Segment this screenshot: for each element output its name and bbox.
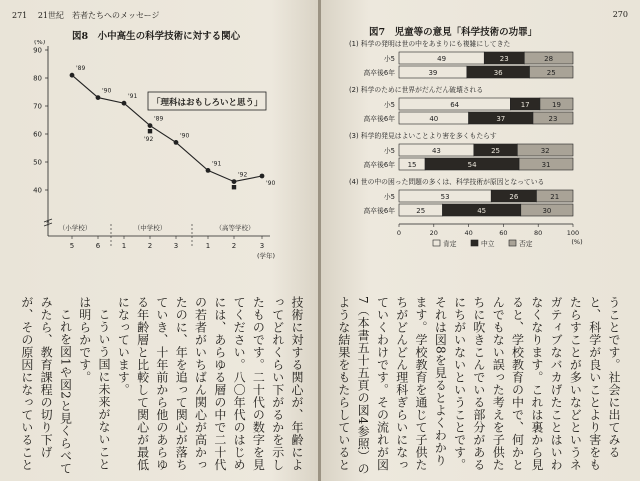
figure8-data-point (232, 179, 237, 184)
figure8-data-point (122, 101, 127, 106)
figure7-bar-value: 37 (496, 115, 506, 123)
figure8-title: 図8 小中高生の科学技術に対する関心 (72, 31, 241, 42)
figure8-stage-label: （小学校） (58, 224, 92, 232)
figure7-x-tick-label: 40 (464, 229, 473, 237)
figure8-y-unit: (%) (34, 40, 46, 46)
running-head: 21世紀 若者たちへのメッセージ (37, 11, 160, 20)
figure7-x-tick-label: 100 (566, 229, 580, 237)
figure8-y-tick-label: 90 (33, 46, 42, 55)
figure7-x-tick-label: 60 (499, 229, 508, 237)
left-page-number: 271 (12, 11, 28, 20)
figure7-x-unit: (%) (571, 238, 583, 246)
figure7-bar-value: 45 (477, 207, 487, 215)
figure7-row-label: 高卒後6年 (363, 69, 395, 77)
figure8-x-unit: (学年) (256, 252, 276, 260)
figure7-bar-value: 21 (550, 193, 560, 201)
figure8-stage-label: （高等学校） (215, 224, 255, 232)
right-body-text (331, 296, 623, 478)
left-body-paragraph-2: こういう国に未来がないことは明らかです。 (77, 296, 112, 471)
figure8-data-point (174, 140, 179, 145)
figure7-bar-value: 54 (467, 161, 477, 169)
figure7-bar-value: 36 (493, 69, 503, 77)
figure7-question-label: (3) 科学的発見はよいことより害を多くもたらす (349, 132, 497, 140)
figure7-bar-value: 31 (541, 161, 551, 169)
figure8-x-tick-label: 3 (259, 242, 265, 250)
figure7-question-label: (4) 世の中の困った問題の多くは、科学技術が原因となっている (349, 178, 545, 186)
figure7-bar-value: 64 (450, 101, 460, 109)
figure8-point-label: '90 (102, 87, 112, 95)
figure8-y-tick-label: 70 (33, 102, 42, 111)
figure7-bar-value: 43 (431, 147, 441, 155)
right-body-paragraph-1: うことです。社会に出てみると、科学が良いことより害をもたらすことが多いなどというネガティブなバカげたことはいわなくなります。これは裏から見ると、学校教育の中で、何かとんでもない誤った考えを子供たちに吹きこんでいる部分があるにちがいないということです。それは図8を見るとよくわかります。学校教育を通じて子供たちがどんどん理科ぎらいになっていくわけです。その流れが図7（本書五十五頁の図4参照）のような結果をもたらしていると (336, 296, 621, 475)
figure7-legend-swatch (433, 240, 440, 246)
figure8-y-tick-label: 40 (33, 186, 42, 195)
figure8-x-tick-label: 1 (205, 242, 211, 250)
figure8-alt-data-point (232, 185, 236, 189)
figure7-bar-value: 25 (546, 69, 556, 77)
figure7-bar-value: 25 (491, 147, 501, 155)
figure7-x-tick-label: 20 (429, 229, 438, 237)
figure8-x-tick-label: 2 (231, 242, 237, 250)
figure8-point-label: '89 (76, 65, 86, 73)
figure7-stacked-bar-chart (321, 36, 640, 286)
figure7-bar-value: 25 (416, 207, 426, 215)
figure8-axis-arrow: ↑ (45, 220, 51, 228)
figure7-row-label: 小5 (383, 193, 395, 201)
figure8-alt-data-point (148, 129, 152, 133)
figure7-bar-value: 53 (440, 193, 450, 201)
figure8-point-label: '92 (238, 171, 248, 179)
figure8-x-tick-label: 3 (173, 242, 179, 250)
figure7-bar-value: 15 (407, 161, 417, 169)
right-page (321, 0, 640, 481)
figure8-y-tick-label: 50 (33, 158, 42, 167)
figure7-row-label: 高卒後6年 (363, 161, 395, 169)
figure7-x-tick-label: 80 (534, 229, 543, 237)
figure7-bar-value: 32 (540, 147, 550, 155)
figure7-legend-label: 中立 (481, 240, 495, 248)
figure7-bar-value: 26 (509, 193, 519, 201)
figure7-bar-value: 28 (544, 55, 554, 63)
figure8-point-label: '90 (266, 180, 276, 187)
left-page (0, 0, 319, 481)
figure8-point-label: '91 (128, 93, 138, 101)
figure8-series-line (72, 75, 262, 181)
figure8-data-point (96, 95, 101, 100)
left-body-paragraph-3: これを図1や図2と見くらべてみたら、教育課程の切り下げが、その原因になっていること (19, 296, 73, 475)
figure7-row-label: 高卒後6年 (363, 207, 395, 215)
figure7-bar-value: 17 (520, 101, 530, 109)
figure8-stage-label: （中学校） (133, 224, 167, 232)
figure8-y-tick-label: 60 (33, 130, 42, 139)
figure7-legend-label: 肯定 (443, 240, 457, 248)
left-body-paragraph-1: 技術に対する関心が、年齢によってどれくらい下がるかを示したものです。二十代の数字を見てください。八〇年代のはじめには、あらゆる層の中で二十代の若者がいちばん関心が高かったのに、年を追って関心が落ちていき、十年前から他のあらゆる年齢層と比較して関心が最低になっています。 (116, 296, 304, 471)
figure8-x-tick-label: 5 (69, 242, 75, 250)
figure8-alt-point-label: '92 (144, 136, 154, 144)
figure8-point-label: '91 (212, 160, 222, 168)
figure8-x-tick-label: 1 (121, 242, 127, 250)
left-page-header (12, 10, 160, 21)
figure8-line-chart (0, 40, 319, 280)
figure7-question-label: (2) 科学のために世界がだんだん破壊される (349, 86, 484, 94)
figure8-x-tick-label: 2 (147, 242, 153, 250)
figure7-bar-value: 39 (428, 69, 438, 77)
figure7-legend-label: 否定 (519, 240, 533, 248)
figure7-question-label: (1) 科学の発明は世の中をあまりにも複雑にしてきた (349, 40, 511, 48)
figure7-bar-value: 40 (429, 115, 439, 123)
figure7-row-label: 小5 (383, 147, 395, 155)
figure8-point-label: '89 (154, 115, 164, 123)
figure7-bar-value: 23 (499, 55, 509, 63)
figure8-data-point (70, 73, 75, 78)
figure8-data-point (148, 123, 153, 128)
figure8-data-point (206, 168, 211, 173)
figure7-title: 図7 児童等の意見「科学技術の功罪」 (369, 27, 538, 38)
figure7-x-tick-label: 0 (396, 229, 402, 237)
left-body-text (14, 296, 306, 478)
right-page-number: 270 (612, 10, 628, 19)
figure8-x-tick-label: 6 (95, 242, 101, 250)
figure7-row-label: 高卒後6年 (363, 115, 395, 123)
figure7-legend-swatch (471, 240, 478, 246)
figure7-bar-value: 49 (437, 55, 447, 63)
figure7-legend-swatch (509, 240, 516, 246)
figure7-row-label: 小5 (383, 101, 395, 109)
figure8-y-tick-label: 80 (33, 74, 42, 83)
figure7-bar-value: 23 (548, 115, 558, 123)
figure8-data-point (260, 174, 265, 179)
figure8-callout: 「理科はおもしろいと思う」 (152, 98, 263, 108)
figure7-bar-value: 19 (552, 101, 561, 109)
figure7-row-label: 小5 (383, 55, 395, 63)
figure8-point-label: '90 (180, 132, 190, 140)
figure7-bar-value: 30 (542, 207, 552, 215)
